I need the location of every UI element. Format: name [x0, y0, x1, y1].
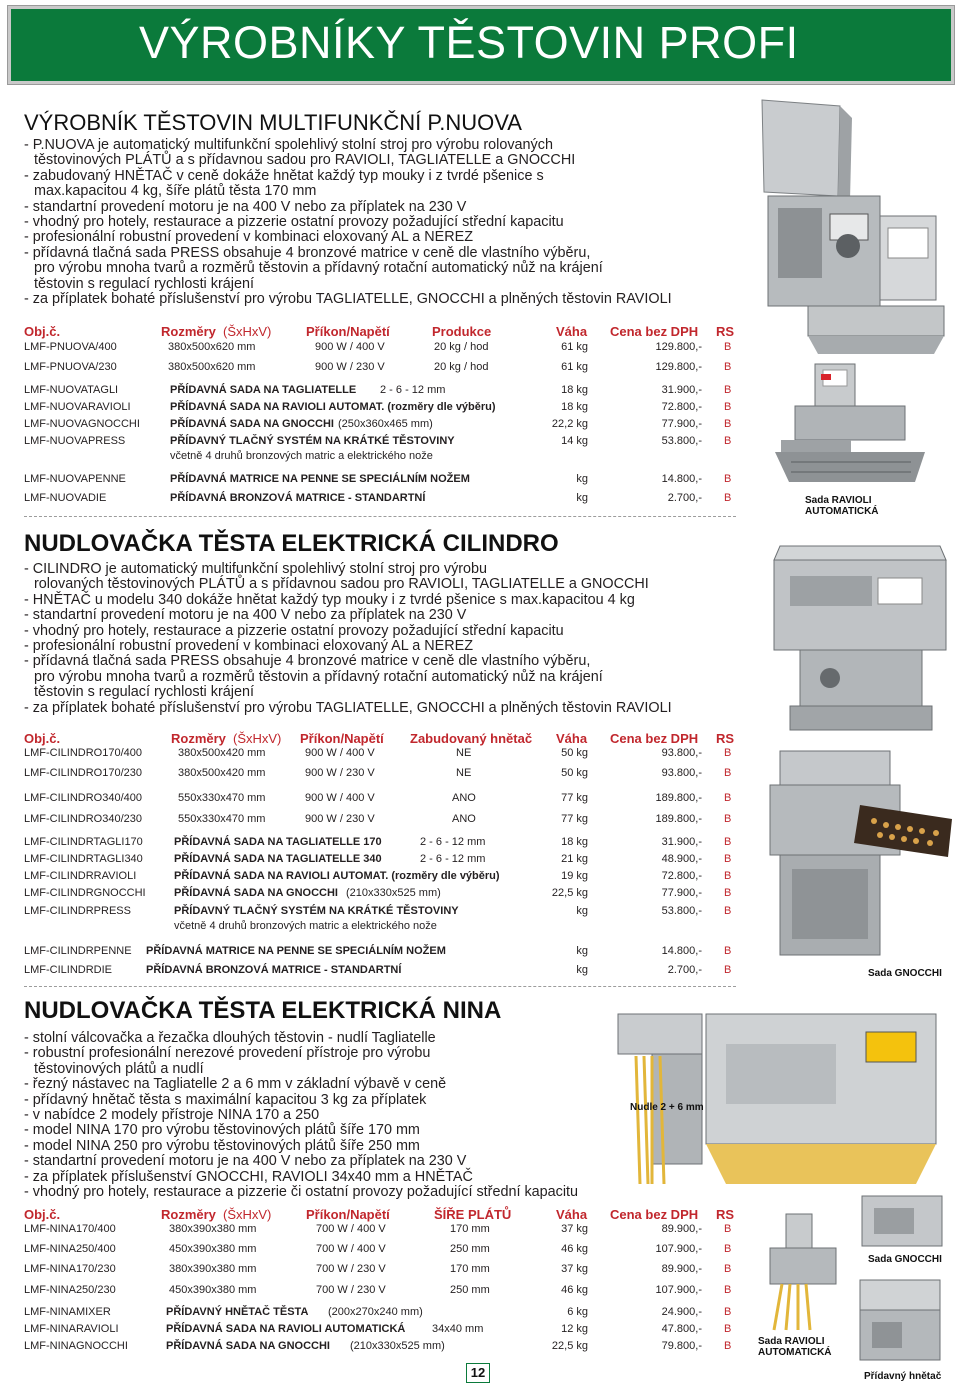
cell-dims: 380x390x380 mm [169, 1223, 257, 1235]
accessory-row [24, 905, 744, 919]
cell-extra: 20 kg / hod [434, 361, 489, 373]
cell-price: 107.900,- [655, 1243, 702, 1255]
cell-code: LMF-NUOVADIE [24, 492, 107, 504]
bullet-line: - vhodný pro hotely, restaurace a pizzerie ostatní provozy požadující střední kapacitu [24, 214, 564, 231]
cell-dims: 380x390x380 mm [169, 1263, 257, 1275]
cell-power: 700 W / 230 V [316, 1263, 386, 1275]
cell-price: 2.700,- [667, 492, 702, 504]
cell-code: LMF-CILINDRO340/230 [24, 813, 142, 825]
cell-extra: 2 - 6 - 12 mm [380, 384, 446, 396]
col-rs: RS [716, 731, 735, 746]
col-power: Příkon/Napětí [306, 324, 390, 339]
cell-name: PŘÍDAVNÁ SADA NA GNOCCHI [170, 418, 334, 430]
cell-name: PŘÍDAVNÝ HNĚTAČ TĚSTA [166, 1306, 309, 1318]
page-title: VÝROBNÍKY TĚSTOVIN PROFI [139, 17, 799, 68]
col-code: Obj.č. [24, 731, 61, 746]
ravioli-attachment-nina-image [756, 1210, 852, 1334]
bullet-line: - P.NUOVA je automatický multifunkční spolehlivý stolní stroj pro výrobu rolovaných [24, 137, 553, 153]
cell-weight: kg [576, 945, 588, 957]
cell-code: LMF-PNUOVA/400 [24, 341, 117, 353]
cell-rs: B [724, 836, 732, 848]
cell-rs: B [724, 853, 732, 865]
cell-rs: B [724, 1284, 732, 1296]
cell-name: PŘÍDAVNÁ MATRICE NA PENNE SE SPECIÁLNÍM NOŽEM [170, 473, 470, 485]
col-weight: Váha [556, 1207, 588, 1222]
col-dims-unit: (ŠxHxV) [223, 324, 272, 339]
cell-name: PŘÍDAVNÁ SADA NA TAGLIATELLE [170, 384, 357, 396]
cell-rs: B [724, 435, 732, 447]
cell-rs: B [724, 767, 732, 779]
cell-price: 72.800,- [661, 401, 702, 413]
cell-code: LMF-NINA170/230 [24, 1263, 116, 1275]
page-number: 12 [466, 1363, 490, 1383]
bullet-line: - stolní válcovačka a řezačka dlouhých těstovin - nudlí Tagliatelle [24, 1030, 436, 1046]
accessory-row [24, 945, 744, 959]
bullet-line: - za příplatek bohaté příslušenství pro výrobu TAGLIATELLE, GNOCCHI a plněných těstovin RAVIOLI [24, 291, 672, 308]
cell-extra: 170 mm [450, 1223, 490, 1235]
cell-weight: 6 kg [567, 1306, 588, 1318]
bullet-line: těstovin s regulací rychlosti krájení [34, 275, 254, 292]
cell-dims: 380x500x420 mm [178, 767, 266, 779]
cell-code: LMF-CILINDRDIE [24, 964, 113, 976]
cell-price: 14.800,- [661, 473, 702, 485]
cell-code: LMF-CILINDRO340/400 [24, 792, 142, 804]
cell-code: LMF-NUOVAPENNE [24, 473, 126, 485]
col-weight: Váha [556, 324, 588, 339]
cell-rs: B [724, 792, 732, 804]
cell-power: 700 W / 400 V [316, 1243, 386, 1255]
accessory-row [24, 964, 744, 978]
mixer-image [852, 1270, 950, 1368]
cell-code: LMF-NINA170/400 [24, 1223, 116, 1235]
cell-weight: 22,5 kg [551, 1340, 588, 1352]
cell-code: LMF-NUOVAGNOCCHI [24, 418, 140, 430]
cell-name: PŘÍDAVNÝ TLAČNÝ SYSTÉM NA KRÁTKÉ TĚSTOVINY [174, 905, 459, 917]
table-row [24, 341, 744, 355]
bullet-line: - za příplatek bohaté příslušenství pro výrobu TAGLIATELLE, GNOCCHI a plněných těstovin RAVIOLI [24, 699, 672, 716]
col-code: Obj.č. [24, 324, 61, 339]
cell-code: LMF-NINAGNOCCHI [24, 1340, 128, 1352]
col-dims: Rozměry [161, 324, 216, 339]
cell-weight: 50 kg [561, 747, 588, 759]
bullet-line: - řezný nástavec na Tagliatelle 2 a 6 mm v základní výbavě v ceně [24, 1076, 447, 1093]
cell-weight: 77 kg [561, 792, 588, 804]
cell-rs: B [724, 887, 732, 899]
col-extra: Zabudovaný hnětač [410, 731, 533, 746]
table-row [24, 1243, 744, 1257]
cell-extra: 2 - 6 - 12 mm [420, 853, 486, 865]
cell-price: 2.700,- [667, 964, 702, 976]
col-weight: Váha [556, 731, 588, 746]
cell-power: 900 W / 230 V [315, 361, 385, 373]
cell-weight: 18 kg [561, 836, 588, 848]
cell-weight: kg [576, 492, 588, 504]
cell-rs: B [724, 492, 732, 504]
section-title-nuova: VÝROBNÍK TĚSTOVIN MULTIFUNKČNÍ P.NUOVA [24, 110, 522, 135]
cell-price: 129.800,- [655, 361, 702, 373]
cell-code: LMF-CILINDRO170/230 [24, 767, 142, 779]
table-row [24, 1223, 744, 1237]
cell-power: 900 W / 400 V [305, 792, 375, 804]
bullet-line: - model NINA 170 pro výrobu těstovinových plátů šíře 170 mm [24, 1122, 420, 1139]
cell-price: 93.800,- [661, 747, 702, 759]
cell-extra: 34x40 mm [432, 1323, 484, 1335]
cell-code: LMF-CILINDRPRESS [24, 905, 131, 917]
cell-dims: 450x390x380 mm [169, 1243, 257, 1255]
cell-code: LMF-NUOVARAVIOLI [24, 401, 131, 413]
nuova-table-header [24, 324, 744, 340]
cell-price: 89.900,- [661, 1263, 702, 1275]
accessory-row [24, 887, 744, 901]
caption-nudle: Nudle 2 + 6 mm [630, 1102, 704, 1113]
bullet-line: - přídavná tlačná sada PRESS obsahuje 4 bronzové matrice v ceně dle vlastního výběru, [24, 653, 591, 670]
cell-power: 900 W / 400 V [315, 341, 385, 353]
cell-extra: 2 - 6 - 12 mm [420, 836, 486, 848]
cell-code: LMF-CILINDRO170/400 [24, 747, 142, 759]
cell-rs: B [724, 1306, 732, 1318]
bullet-line: - zabudovaný HNĚTAČ v ceně dokáže hnětat každý typ mouky i z tvrdé pšenice s [24, 167, 544, 184]
caption-mixer: Přídavný hnětač [864, 1371, 942, 1382]
cell-weight: 18 kg [561, 401, 588, 413]
bullet-line: rolovaných těstovinových PLÁTŮ a s přídavnou sadou pro RAVIOLI, TAGLIATELLE a GNOCCHI [34, 576, 649, 593]
cell-weight: 37 kg [561, 1223, 588, 1235]
cell-weight: 50 kg [561, 767, 588, 779]
cell-code: LMF-CILINDRPENNE [24, 945, 132, 957]
cell-rs: B [724, 905, 732, 917]
cell-rs: B [724, 1223, 732, 1235]
cell-rs: B [724, 870, 732, 882]
bullet-line: - standartní provedení motoru je na 400 V nebo za příplatek na 230 V [24, 607, 467, 624]
cell-weight: kg [576, 964, 588, 976]
cell-extra: ANO [452, 813, 476, 825]
cell-code: LMF-CILINDRGNOCCHI [24, 887, 146, 899]
cell-name: PŘÍDAVNÁ SADA NA RAVIOLI AUTOMATICKÁ [166, 1323, 406, 1335]
bullet-line: - standartní provedení motoru je na 400 V nebo za příplatek na 230 V [24, 198, 467, 215]
cell-rs: B [724, 964, 732, 976]
cell-rs: B [724, 418, 732, 430]
col-rs: RS [716, 1207, 735, 1222]
cell-code: LMF-NINAMIXER [24, 1306, 111, 1318]
cell-extra: 170 mm [450, 1263, 490, 1275]
table-row [24, 1284, 744, 1298]
cell-name: PŘÍDAVNÁ SADA NA RAVIOLI AUTOMAT. (rozměry dle výběru) [170, 401, 496, 413]
bullet-line: - CILINDRO je automatický multifunkční spolehlivý stolní stroj pro výrobu [24, 561, 488, 577]
cell-dims: 450x390x380 mm [169, 1284, 257, 1296]
cell-rs: B [724, 1263, 732, 1275]
bullet-line: - přídavný hnětač těsta s maximální kapacitou 3 kg za příplatek [24, 1091, 427, 1108]
cell-code: LMF-NINA250/230 [24, 1284, 116, 1296]
cell-rs: B [724, 361, 732, 373]
cell-price: 31.900,- [661, 384, 702, 396]
accessory-row [24, 418, 744, 432]
table-row [24, 792, 744, 806]
section-title-cilindro: NUDLOVAČKA TĚSTA ELEKTRICKÁ CILINDRO [24, 530, 559, 557]
cell-rs: B [724, 384, 732, 396]
cell-name: PŘÍDAVNÁ SADA NA TAGLIATELLE 340 [174, 853, 382, 865]
cell-weight: 46 kg [561, 1243, 588, 1255]
cell-price: 24.900,- [661, 1306, 702, 1318]
cell-price: 79.800,- [661, 1340, 702, 1352]
col-dims: Rozměry [161, 1207, 216, 1222]
caption-line: Sada RAVIOLI [758, 1336, 825, 1347]
cell-weight: 14 kg [561, 435, 588, 447]
bullet-line: pro výrobu mnoha tvarů a rozměrů těstovin a přídavný rotační automatický nůž na krájení [34, 668, 603, 685]
cell-dims: 380x500x620 mm [168, 341, 256, 353]
cell-weight: 19 kg [561, 870, 588, 882]
cell-dims: 380x500x620 mm [168, 361, 256, 373]
accessory-row [24, 401, 744, 415]
col-extra: ŠÍŘE PLÁTŮ [434, 1207, 512, 1222]
cell-weight: 61 kg [561, 361, 588, 373]
bullet-line: těstovinových plátů a nudlí [34, 1060, 204, 1077]
cell-price: 47.800,- [661, 1323, 702, 1335]
caption-line: Sada RAVIOLI [805, 495, 872, 506]
cell-extra: 250 mm [450, 1243, 490, 1255]
cell-name: PŘÍDAVNÁ BRONZOVÁ MATRICE - STANDARTNÍ [170, 492, 426, 504]
cell-weight: 22,5 kg [551, 887, 588, 899]
accessory-row [24, 853, 744, 867]
bullet-line: max.kapacitou 4 kg, šíře plátů těsta 170 mm [34, 183, 317, 200]
bullet-line: - HNĚTAČ u modelu 340 dokáže hnětat každý typ mouky i z tvrdé pšenice s max.kapacitou 4 kg [24, 591, 635, 608]
accessory-row [24, 1340, 744, 1354]
cell-price: 189.800,- [655, 792, 702, 804]
section-title-nina: NUDLOVAČKA TĚSTA ELEKTRICKÁ NINA [24, 997, 502, 1024]
cell-extra: NE [456, 747, 472, 759]
cell-price: 31.900,- [661, 836, 702, 848]
cell-code: LMF-CILINDRTAGLI170 [24, 836, 143, 848]
cell-extra: 20 kg / hod [434, 341, 489, 353]
col-dims-unit: (ŠxHxV) [233, 731, 282, 746]
cell-extra: ANO [452, 792, 476, 804]
bullet-line: - robustní profesionální nerezové provedení přístroje pro výrobu [24, 1045, 431, 1062]
cell-code: LMF-PNUOVA/230 [24, 361, 117, 373]
caption-ravioli-1 [805, 495, 879, 517]
cell-weight: 21 kg [561, 853, 588, 865]
col-power: Příkon/Napětí [306, 1207, 390, 1222]
bullet-line: - v nabídce 2 modely přístroje NINA 170 a 250 [24, 1107, 320, 1124]
accessory-row [24, 836, 744, 850]
col-code: Obj.č. [24, 1207, 61, 1222]
pnuova-machine-image [748, 96, 954, 364]
bullet-line: - model NINA 250 pro výrobu těstovinových plátů šíře 250 mm [24, 1137, 420, 1154]
cell-price: 107.900,- [655, 1284, 702, 1296]
cell-rs: B [724, 945, 732, 957]
bullet-line: těstovin s regulací rychlosti krájení [34, 684, 254, 701]
divider [24, 986, 736, 987]
cell-weight: 18 kg [561, 384, 588, 396]
cell-extra: (250x360x465 mm) [338, 418, 433, 430]
cell-price: 48.900,- [661, 853, 702, 865]
cell-name: PŘÍDAVNÁ SADA NA GNOCCHI [166, 1340, 330, 1352]
accessory-row [24, 1306, 744, 1320]
table-row [24, 813, 744, 827]
cell-price: 14.800,- [661, 945, 702, 957]
cell-name: PŘÍDAVNÝ TLAČNÝ SYSTÉM NA KRÁTKÉ TĚSTOVINY [170, 435, 455, 447]
table-row [24, 361, 744, 375]
col-price: Cena bez DPH [610, 1207, 699, 1222]
caption-line: AUTOMATICKÁ [758, 1347, 832, 1358]
cell-weight: 22,2 kg [551, 418, 588, 430]
cell-price: 72.800,- [661, 870, 702, 882]
col-price: Cena bez DPH [610, 731, 699, 746]
caption-ravioli-2 [758, 1336, 832, 1358]
bullet-line: - za příplatek příslušenství GNOCCHI, RAVIOLI 34x40 mm a HNĚTAČ [24, 1168, 473, 1185]
cell-extra: 250 mm [450, 1284, 490, 1296]
cell-rs: B [724, 401, 732, 413]
cell-code: LMF-CILINDRRAVIOLI [24, 870, 137, 882]
cell-code: LMF-CILINDRTAGLI340 [24, 853, 143, 865]
cell-rs: B [724, 341, 732, 353]
cell-rs: B [724, 1340, 732, 1352]
cell-code: LMF-NINA250/400 [24, 1243, 116, 1255]
nina-machine-image [596, 1008, 952, 1186]
cell-code: LMF-NUOVAPRESS [24, 435, 126, 447]
table-row [24, 747, 744, 761]
cell-dims: 380x500x420 mm [178, 747, 266, 759]
cell-rs: B [724, 473, 732, 485]
col-price: Cena bez DPH [610, 324, 699, 339]
accessory-row [24, 1323, 744, 1337]
cilindro-description [24, 562, 754, 716]
caption-line: AUTOMATICKÁ [805, 506, 879, 517]
cell-weight: kg [576, 473, 588, 485]
accessory-row [24, 870, 744, 884]
cell-price: 77.900,- [661, 418, 702, 430]
col-dims-unit: (ŠxHxV) [223, 1207, 272, 1222]
cell-rs: B [724, 1323, 732, 1335]
cell-name: PŘÍDAVNÁ MATRICE NA PENNE SE SPECIÁLNÍM NOŽEM [146, 945, 446, 957]
bullet-line: pro výrobu mnoha tvarů a rozměrů těstovin a přídavný rotační automatický nůž na krájení [34, 260, 603, 277]
cell-extra: NE [456, 767, 472, 779]
cell-code: LMF-NUOVATAGLI [24, 384, 119, 396]
bullet-line: - profesionální robustní provedení v kombinaci eloxovaný AL a NEREZ [24, 229, 474, 246]
press-note: včetně 4 druhů bronzových matric a elektrického nože [174, 920, 437, 932]
bullet-line: - profesionální robustní provedení v kombinaci eloxovaný AL a NEREZ [24, 638, 474, 655]
divider [24, 516, 736, 517]
bullet-line: těstovinových PLÁTŮ a s přídavnou sadou pro RAVIOLI, TAGLIATELLE a GNOCCHI [34, 152, 576, 169]
gnocchi-attachment-nina-image [856, 1190, 952, 1252]
cell-power: 700 W / 230 V [316, 1284, 386, 1296]
cell-rs: B [724, 1243, 732, 1255]
cell-weight: 46 kg [561, 1284, 588, 1296]
col-rs: RS [716, 324, 735, 339]
col-power: Příkon/Napětí [300, 731, 384, 746]
cell-dims: 550x330x470 mm [178, 813, 266, 825]
cell-power: 900 W / 400 V [305, 747, 375, 759]
cell-weight: kg [576, 905, 588, 917]
bullet-line: - přídavná tlačná sada PRESS obsahuje 4 bronzové matrice v ceně dle vlastního výběru, [24, 244, 591, 261]
cell-dims: 550x330x470 mm [178, 792, 266, 804]
accessory-row [24, 435, 744, 449]
accessory-row [24, 492, 744, 506]
nuova-description [24, 138, 754, 307]
cell-price: 53.800,- [661, 905, 702, 917]
title-banner [8, 6, 954, 84]
gnocchi-attachment-image [740, 745, 952, 967]
caption-gnocchi-1: Sada GNOCCHI [868, 968, 942, 979]
cell-power: 900 W / 230 V [305, 813, 375, 825]
cell-weight: 37 kg [561, 1263, 588, 1275]
cell-weight: 77 kg [561, 813, 588, 825]
cell-name: PŘÍDAVNÁ SADA NA GNOCCHI [174, 887, 338, 899]
cell-power: 700 W / 400 V [316, 1223, 386, 1235]
cell-price: 93.800,- [661, 767, 702, 779]
bullet-line: - vhodný pro hotely, restaurace a pizzerie či ostatní provozy požadující střední kapacitu [24, 1184, 579, 1201]
cell-extra: (210x330x525 mm) [346, 887, 441, 899]
cell-name: PŘÍDAVNÁ SADA NA TAGLIATELLE 170 [174, 836, 382, 848]
cell-weight: 12 kg [561, 1323, 588, 1335]
cell-power: 900 W / 230 V [305, 767, 375, 779]
accessory-row [24, 384, 744, 398]
cilindro-table-header [24, 731, 744, 747]
press-note: včetně 4 druhů bronzových matric a elektrického nože [170, 450, 433, 462]
cell-weight: 61 kg [561, 341, 588, 353]
cilindro-machine-image [770, 540, 952, 736]
cell-price: 189.800,- [655, 813, 702, 825]
col-dims: Rozměry [171, 731, 226, 746]
bullet-line: - vhodný pro hotely, restaurace a pizzerie ostatní provozy požadující střední kapacitu [24, 622, 564, 639]
col-extra: Produkce [432, 324, 492, 339]
table-row [24, 767, 744, 781]
nina-table-header [24, 1207, 744, 1223]
cell-rs: B [724, 747, 732, 759]
ravioli-attachment-image [775, 358, 925, 492]
table-row [24, 1263, 744, 1277]
cell-rs: B [724, 813, 732, 825]
cell-name: PŘÍDAVNÁ SADA NA RAVIOLI AUTOMAT. (rozměry dle výběru) [174, 870, 500, 882]
cell-code: LMF-NINARAVIOLI [24, 1323, 119, 1335]
caption-gnocchi-2: Sada GNOCCHI [868, 1254, 942, 1265]
cell-extra: (200x270x240 mm) [328, 1306, 423, 1318]
cell-price: 53.800,- [661, 435, 702, 447]
cell-name: PŘÍDAVNÁ BRONZOVÁ MATRICE - STANDARTNÍ [146, 964, 402, 976]
cell-price: 89.900,- [661, 1223, 702, 1235]
cell-extra: (210x330x525 mm) [350, 1340, 445, 1352]
cell-price: 77.900,- [661, 887, 702, 899]
accessory-row [24, 473, 744, 487]
bullet-line: - standartní provedení motoru je na 400 V nebo za příplatek na 230 V [24, 1153, 467, 1170]
cell-price: 129.800,- [655, 341, 702, 353]
